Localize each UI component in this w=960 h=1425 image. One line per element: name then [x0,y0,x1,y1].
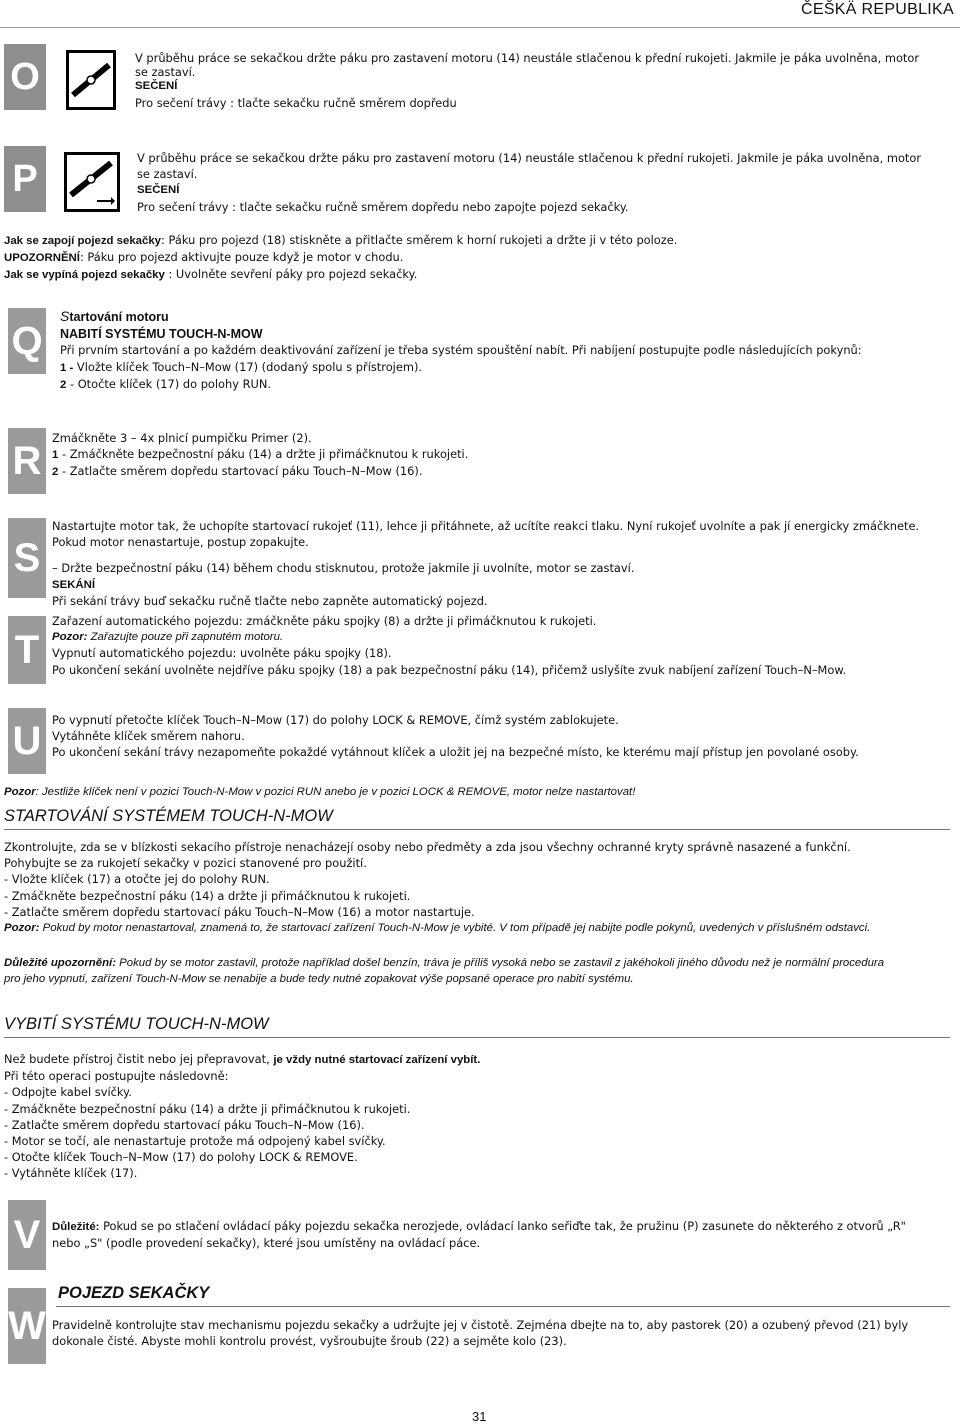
section-q-text [60,308,862,393]
section-s-line: Pokud motor nenastartuje, postup zopakujte. [52,535,309,550]
important-label: Důležité upozornění: [4,957,117,969]
section-s-text [52,518,919,609]
step-number: 2 [60,378,67,391]
discharge-intro: Než budete přístroj čistit nebo jej přepravovat, [4,1052,274,1066]
step-text: Vložte klíček Touch–N–Mow (17) (dodaný spolu s přístrojem). [73,359,423,374]
section-q-tab: Q [8,308,46,374]
drive-engage-text: : Páku pro pojezd (18) stiskněte a přitlačte směrem k horní rukojeti a držte ji v této poloze. [161,233,678,247]
section-t-text [52,613,846,678]
section-v-important-label: Důležité: [52,1221,100,1233]
drive-warning-text: : Páku pro pojezd aktivujte pouze když je motor v chodu. [79,250,404,265]
important-text: Pokud by se motor zastavil, protože například došel benzín, tráva je příliš vysoká nebo se zastavil z jakéhokoli jiného důvodu než je normální procedura [116,957,885,969]
start-note-label: Pozor: [4,922,40,935]
section-w-text [52,1317,908,1349]
section-t-line: Po ukončení sekání uvolněte nejdříve páku spojky (18) a pak bezpečnostní páku (14), přičemž uslyšíte zvuk nabíjení zařízení Touch–N–Mow. [52,662,847,677]
discharge-section-rule [4,1037,950,1038]
discharge-intro-bold: je vždy nutné startovací zařízení vybít. [273,1054,481,1066]
section-r-text [52,430,468,481]
section-v-line: Pokud se po stlačení ovládací páky pojezdu sekačka nerozjede, ovládací lanko seřiďte tak, že pružinu (P) zasunete do některého z otvorů „R" [99,1219,906,1233]
section-u-line: Po ukončení sekání trávy nezapomeňte pokaždé vytáhnout klíček a uložit jej na bezpečné místo, ke kterému mají přístup jen povolané osoby. [52,745,859,760]
important-text: pro jeho vypnutí, zařízení Touch-N-Mow se nenabije a bude tedy nutné zopakovat výše popsané operace pro nabití systému. [4,973,634,986]
drive-disengage-text: : Uvolněte sevření páky pro pojezd sekačky. [164,267,418,282]
section-t-tab: T [8,616,46,684]
section-w-line: dokonale čisté. Abyste mohli kontrolu provést, vyšroubujte šroub (22) a sejměte kolo (23). [52,1334,567,1349]
step-text: - Zatlačte směrem dopředu startovací páku Touch–N–Mow (16). [58,464,423,479]
section-p-tab: P [4,146,46,212]
section-s-line: Při sekání trávy buď sekačku ručně tlačte nebo zapněte automatický pojezd. [52,593,488,608]
section-t-note-label: Pozor: [52,631,88,644]
section-s-heading: SEKÁNÍ [52,578,96,591]
step-number: 1 - [60,361,74,374]
section-o-line: V průběhu práce se sekačkou držte páku pro zastavení motoru (14) neustále stlačenou k přední rukojeti. Jakmile je páka uvolněna, motor [135,51,920,65]
discharge-line: Při této operaci postupujte následovně: [4,1069,229,1084]
section-r-line: Zmáčkněte 3 – 4x plnicí pumpičku Primer (2). [52,431,312,445]
start-line: Zkontrolujte, zda se v blízkosti sekacího přístroje nenacházejí osoby nebo předměty a zda jsou všechny ochranné kryty správně nasazené a funkční. [4,840,851,854]
drive-instructions [4,232,677,284]
discharge-section-title: VYBITÍ SYSTÉMU TOUCH-N-MOW [4,1015,269,1033]
section-u-line: Po vypnutí přetočte klíček Touch–N–Mow (17) do polohy LOCK & REMOVE, čímž systém zablokujete. [52,713,619,727]
page-number: 31 [472,1409,487,1424]
important-note [4,955,884,987]
section-o-instruction: Pro sečení trávy : tlačte sekačku ručně směrem dopředu [135,95,457,110]
section-t-line: Zařazení automatického pojezdu: zmáčkněte páku spojky (8) a držte ji přimáčknutou k rukojeti. [52,614,597,628]
start-note-text: Pokud by motor nenastartoval, znamená to, že startovací zařízení Touch-N-Mow je vybité. V tom případě jej nabijte podle pokynů, uvedených v příslušném odstavci. [39,922,871,935]
section-q-title-initial: S [60,308,70,324]
step-number: 2 [52,466,59,479]
section-o-tab: O [4,44,46,110]
section-v-text [52,1218,906,1251]
caution-note [4,784,635,800]
section-s-tab: S [8,518,46,598]
start-line: - Zatlačte směrem dopředu startovací páku Touch–N–Mow (16) a motor nastartuje. [4,904,475,919]
section-u-text [52,712,859,761]
section-s-line: Nastartujte motor tak, že uchopíte startovací rukojeť (11), lehce ji přitáhnete, až ucítíte reakci tlaku. Nyní rukojeť uvolníte a pak jí energicky zmáčknete. [52,519,920,533]
discharge-line: - Vytáhněte klíček (17). [4,1166,138,1181]
section-p-line: se zastaví. [137,167,198,182]
section-w-line: Pravidelně kontrolujte stav mechanismu pojezdu sekačky a udržujte jej v čistotě. Zejména dbejte na to, aby pastorek (20) a ozubený převod (21) byly [52,1318,909,1332]
caution-text: : Jestliže klíček není v pozici Touch-N-Mow v pozici RUN anebo je v pozici LOCK & REMOVE, motor nelze nastartovat! [35,786,636,798]
start-section-rule [4,829,950,830]
discharge-line: - Zatlačte směrem dopředu startovací páku Touch–N–Mow (16). [4,1117,365,1132]
section-q-title: tartování motoru [69,310,169,324]
discharge-line: - Otočte klíček Touch–N–Mow (17) do polohy LOCK & REMOVE. [4,1150,358,1165]
section-o-text [135,50,919,111]
section-q-line: Při prvním startování a po každém deaktivování zařízení je třeba systém spouštění nabít. Při nabíjení postupujte podle následujících pokynů: [60,343,862,358]
section-u-tab: U [8,708,46,774]
page-header-title: ČEŠKÄ REPUBLIKA [801,1,954,18]
step-text: - Otočte klíček (17) do polohy RUN. [66,376,271,391]
drive-warning-label: UPOZORNĚNÍ [4,252,80,265]
drive-engage-label: Jak se zapojí pojezd sekačky [4,235,162,247]
section-p-heading: SEČENÍ [137,184,180,197]
section-t-note-text: Zařazujte pouze při zapnutém motoru. [87,631,284,644]
section-o-line: se zastaví. [135,65,196,80]
discharge-section-text [4,1051,480,1182]
section-p-text [137,150,921,215]
start-section-title: STARTOVÁNÍ SYSTÉMEM TOUCH-N-MOW [4,807,333,825]
start-line: - Vložte klíček (17) a otočte jej do polohy RUN. [4,872,270,887]
section-r-tab: R [8,428,46,494]
start-line: Pohybujte se za rukojetí sekačky v pozici stanovené pro použití. [4,856,367,871]
section-o-heading: SEČENÍ [135,80,178,93]
section-s-line: – Držte bezpečnostní páku (14) během chodu stisknutou, protože jakmile ji uvolníte, motor se zastaví. [52,561,635,576]
section-p-line: V průběhu práce se sekačkou držte páku pro zastavení motoru (14) neustále stlačenou k přední rukojeti. Jakmile je páka uvolněna, motor [137,151,922,165]
header-divider [0,27,960,28]
step-number: 1 [52,449,59,462]
section-w-rule [56,1306,950,1307]
section-w-tab: W [8,1288,46,1364]
discharge-line: - Zmáčkněte bezpečnostní páku (14) a držte ji přimáčknutou k rukojeti. [4,1101,411,1116]
section-q-subtitle: NABITÍ SYSTÉMU TOUCH-N-MOW [60,327,263,342]
section-v-tab: V [8,1200,46,1270]
section-v-line: nebo „S" (podle provedení sekačky), které jsou umístěny na ovládací páce. [52,1236,481,1251]
start-line: - Zmáčkněte bezpečnostní páku (14) a držte ji přimáčknutou k rukojeti. [4,888,411,903]
section-w-title: POJEZD SEKAČKY [58,1284,210,1302]
drive-disengage-label: Jak se vypíná pojezd sekačky [4,269,165,282]
start-section-text [4,839,870,936]
section-t-line: Vypnutí automatického pojezdu: uvolněte páku spojky (18). [52,646,392,661]
section-p-instruction: Pro sečení trávy : tlačte sekačku ručně směrem dopředu nebo zapojte pojezd sekačky. [137,199,629,214]
discharge-line: - Motor se točí, ale nenastartuje protože má odpojený kabel svíčky. [4,1134,386,1149]
discharge-line: - Odpojte kabel svíčky. [4,1085,132,1100]
caution-label: Pozor [4,786,36,798]
lever-icon [66,50,116,110]
step-text: - Zmáčkněte bezpečnostní páku (14) a držte ji přimáčknutou k rukojeti. [58,447,469,462]
section-u-line: Vytáhněte klíček směrem nahoru. [52,729,245,744]
lever-drive-icon [64,152,120,212]
